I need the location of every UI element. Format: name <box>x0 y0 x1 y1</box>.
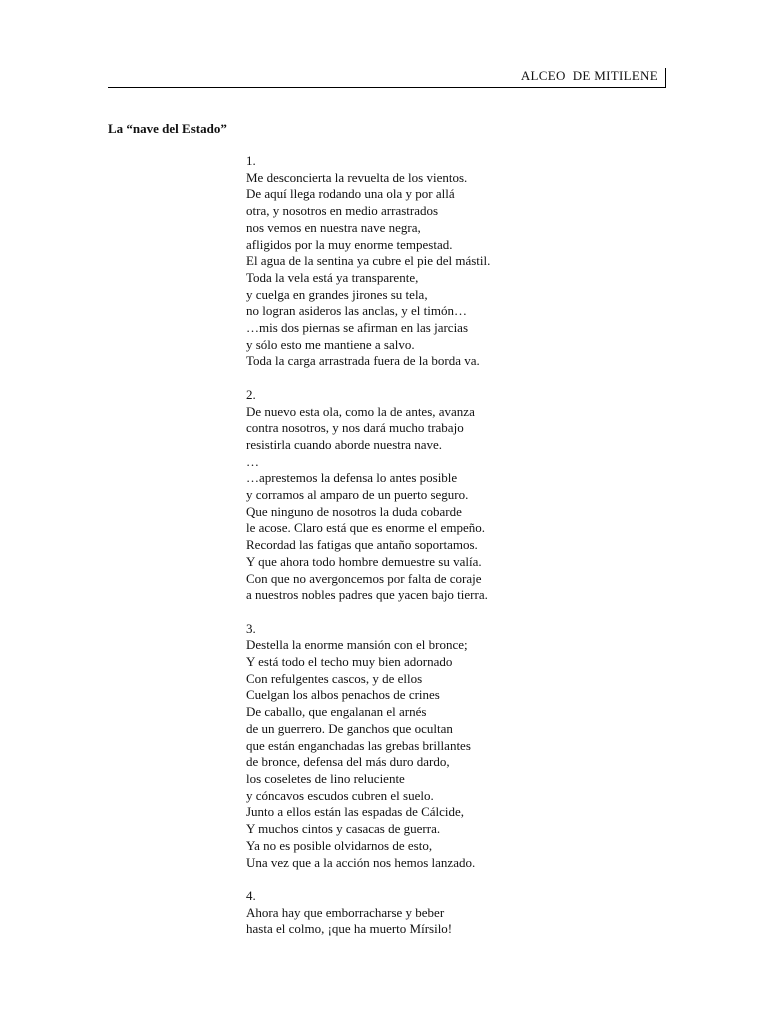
verse-line: Una vez que a la acción nos hemos lanzado. <box>246 854 476 870</box>
verse-line: …mis dos piernas se afirman en las jarcias <box>246 320 469 336</box>
header-vertical-bar <box>665 68 666 88</box>
verse-line: Con refulgentes cascos, y de ellos <box>246 670 423 686</box>
verse-line: le acose. Claro está que es enorme el empeño. <box>246 520 485 536</box>
stanza-number: 1. <box>246 153 256 168</box>
verse-line: El agua de la sentina ya cubre el pie del mástil. <box>246 253 491 269</box>
verse-line: Toda la vela está ya transparente, <box>246 269 419 285</box>
stanza-number: 2. <box>246 386 256 402</box>
verse-line: De caballo, que engalanan el arnés <box>246 704 427 720</box>
stanza-number: 4. <box>246 887 256 903</box>
verse-line: Ya no es posible olvidarnos de esto, <box>246 837 433 853</box>
verse-line: nos vemos en nuestra nave negra, <box>246 219 421 235</box>
verse-line: Toda la carga arrastrada fuera de la borda va. <box>246 353 480 369</box>
verse-line: y cuelga en grandes jirones su tela, <box>246 286 428 302</box>
verse-line: Y está todo el techo muy bien adornado <box>246 654 453 670</box>
verse-line: afligidos por la muy enorme tempestad. <box>246 236 453 252</box>
stanza <box>246 153 646 370</box>
verse-line: Con que no avergoncemos por falta de coraje <box>246 570 482 586</box>
running-header-title: ALCEO DE MITILENE <box>520 68 658 83</box>
stanza-number: 3. <box>246 620 256 636</box>
header-rule <box>108 87 666 88</box>
verse-line: contra nosotros, y nos dará mucho trabajo <box>246 420 464 436</box>
verse-line: de un guerrero. De ganchos que ocultan <box>246 720 453 736</box>
poem-body <box>246 153 646 938</box>
verse-line: que están enganchadas las grebas brillantes <box>246 737 471 753</box>
verse-line: hasta el colmo, ¡que ha muerto Mírsilo! <box>246 921 453 937</box>
stanza <box>246 387 646 604</box>
verse-line: Recordad las fatigas que antaño soportamos. <box>246 537 478 553</box>
verse-line: Que ninguno de nosotros la duda cobarde <box>246 503 462 519</box>
verse-line: a nuestros nobles padres que yacen bajo tierra. <box>246 587 488 603</box>
verse-line: …aprestemos la defensa lo antes posible <box>246 470 458 486</box>
verse-line: Me desconcierta la revuelta de los vientos. <box>246 169 468 185</box>
verse-line: no logran asideros las anclas, y el timón… <box>246 303 467 319</box>
verse-line: De nuevo esta ola, como la de antes, avanza <box>246 403 475 419</box>
verse-line: y corramos al amparo de un puerto seguro. <box>246 487 469 503</box>
verse-line: Junto a ellos están las espadas de Cálcide, <box>246 804 465 820</box>
verse-line: de bronce, defensa del más duro dardo, <box>246 754 450 770</box>
verse-line: y sólo esto me mantiene a salvo. <box>246 336 415 352</box>
verse-line: Y que ahora todo hombre demuestre su valía. <box>246 553 482 569</box>
stanza <box>246 621 646 872</box>
verse-line: y cóncavos escudos cubren el suelo. <box>246 787 434 803</box>
verse-line: De aquí llega rodando una ola y por allá <box>246 186 455 202</box>
stanza <box>246 888 646 938</box>
verse-line: Y muchos cintos y casacas de guerra. <box>246 821 441 837</box>
verse-line: Ahora hay que emborracharse y beber <box>246 904 445 920</box>
verse-line: resistirla cuando aborde nuestra nave. <box>246 436 443 452</box>
verse-line: Cuelgan los albos penachos de crines <box>246 687 440 703</box>
verse-line: Destella la enorme mansión con el bronce; <box>246 637 468 653</box>
verse-line: … <box>246 453 259 469</box>
section-title: La “nave del Estado” <box>108 121 227 136</box>
running-header <box>108 62 666 88</box>
verse-line: los coseletes de lino reluciente <box>246 770 405 786</box>
verse-line: otra, y nosotros en medio arrastrados <box>246 203 439 219</box>
